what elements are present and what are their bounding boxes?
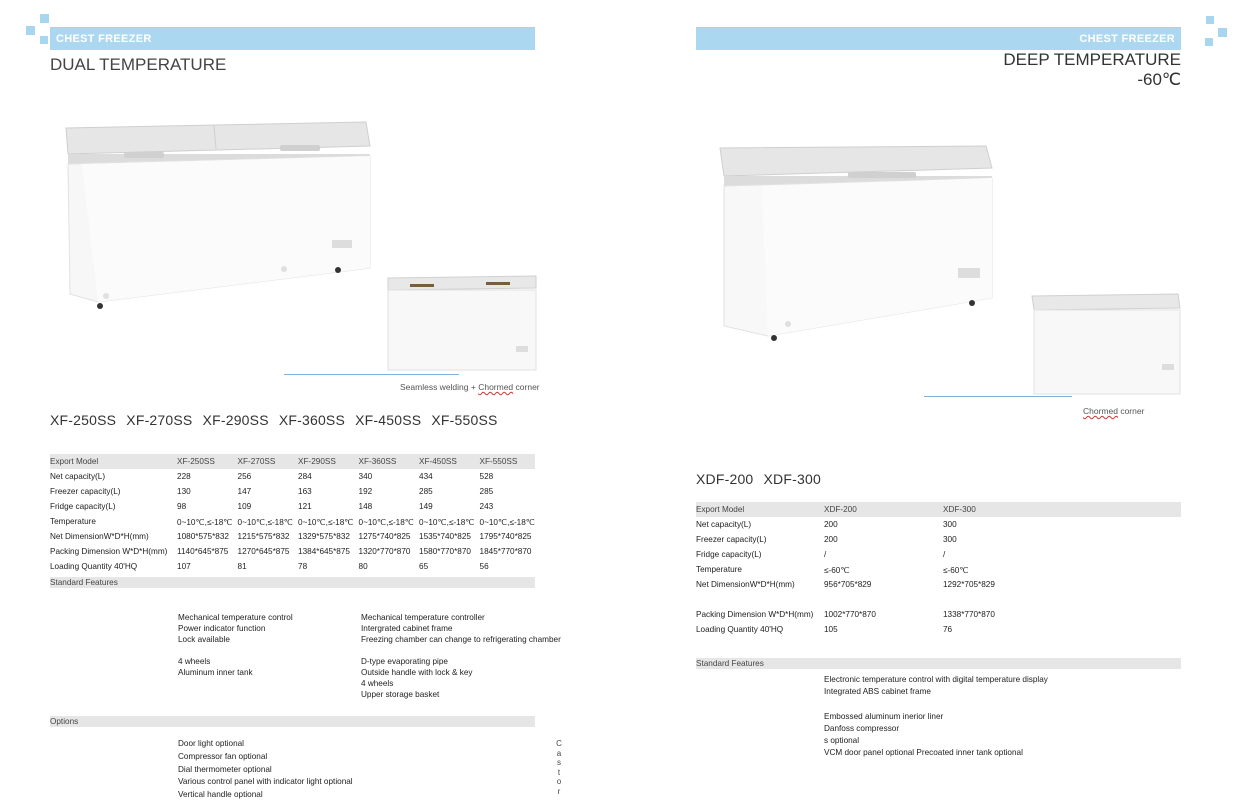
left-table-header-cell: XF-450SS <box>419 457 457 466</box>
feature-item: Danfoss compressor <box>824 723 900 733</box>
feature-item: Embossed aluminum inerior liner <box>824 711 944 721</box>
left-table-header-cell: Export Model <box>50 457 99 466</box>
right-table-cell: 956*705*829 <box>824 580 872 589</box>
left-spec-table <box>50 454 535 574</box>
right-table-cell: ≤-60℃ <box>824 565 850 575</box>
left-table-cell: 1275*740*825 <box>358 532 411 541</box>
vertical-castor-text <box>555 739 563 796</box>
left-table-cell: 528 <box>479 472 494 481</box>
right-table-cell: Net DimensionW*D*H(mm) <box>696 580 795 589</box>
feature-item: Integrated ABS cabinet frame <box>824 687 931 697</box>
right-table-row <box>696 532 1181 547</box>
feature-item: Mechanical temperature control <box>178 613 293 622</box>
left-table-row <box>50 499 535 514</box>
dual-freezer-small-image <box>386 270 538 374</box>
left-table-header-cell: XF-360SS <box>358 457 397 466</box>
corner-square-decoration <box>26 26 35 35</box>
right-table-row <box>696 547 1181 562</box>
left-table-cell: 1140*645*875 <box>177 547 229 556</box>
left-table-row <box>50 544 535 559</box>
right-table-cell: Net capacity(L) <box>696 520 752 529</box>
right-table-header-row <box>696 502 1181 517</box>
right-table-cell: 1002*770*870 <box>824 610 876 619</box>
feature-item: 4 wheels <box>178 657 211 666</box>
left-table-cell: 107 <box>177 562 191 571</box>
left-table-header-cell: XF-250SS <box>177 457 215 466</box>
right-table-row <box>696 592 1181 607</box>
right-table-cell: 300 <box>943 535 957 544</box>
left-table-cell: Loading Quantity 40'HQ <box>50 562 138 571</box>
feature-item: Mechanical temperature controller <box>361 613 485 622</box>
left-table-cell: 0~10℃,≤-18℃ <box>298 517 354 527</box>
feature-item: Freezing chamber can change to refrigerating chamber <box>361 635 561 644</box>
caption-rule <box>284 374 459 375</box>
left-table-cell: 65 <box>419 562 429 571</box>
left-table-cell: 1080*575*832 <box>177 532 229 541</box>
left-table-cell: 148 <box>358 502 373 511</box>
left-table-cell: 98 <box>177 502 187 511</box>
left-table-cell: 228 <box>177 472 191 481</box>
right-table-row <box>696 517 1181 532</box>
feature-item <box>824 698 1048 710</box>
option-item: Dial thermometer optional <box>178 764 272 774</box>
left-table-row <box>50 529 535 544</box>
left-header-label: CHEST FREEZER <box>56 33 152 45</box>
corner-square-decoration <box>40 14 49 23</box>
feature-item: Electronic temperature control with digital temperature display <box>824 675 1048 684</box>
right-table-cell: / <box>824 550 827 559</box>
feature-item: VCM door panel optional Precoated inner tank optional <box>824 748 1023 758</box>
deep-freezer-small-image <box>1030 292 1182 398</box>
vertical-letter: t <box>557 767 561 777</box>
right-table-cell: ≤-60℃ <box>943 565 969 575</box>
right-image-caption: Chormed corner <box>1083 406 1145 416</box>
option-item: Door light optional <box>178 739 244 748</box>
right-table-header-cell: Export Model <box>696 505 745 514</box>
left-table-cell: 147 <box>237 487 252 496</box>
corner-square-decoration <box>1205 38 1213 46</box>
option-item: Compressor fan optional <box>178 751 268 761</box>
left-table-cell: Fridge capacity(L) <box>50 502 116 511</box>
right-table-cell: 300 <box>943 520 957 529</box>
left-table-cell: 285 <box>479 487 494 496</box>
right-model-list: XDF-200 XDF-300 <box>696 471 821 487</box>
feature-item <box>361 645 561 656</box>
left-table-cell: 0~10℃,≤-18℃ <box>358 517 414 527</box>
feature-item: Outside handle with lock & key <box>361 668 473 677</box>
left-table-row <box>50 469 535 484</box>
right-table-cell: 105 <box>824 625 838 634</box>
left-table-row <box>50 514 535 529</box>
corner-square-decoration <box>1218 28 1227 37</box>
dual-freezer-image <box>62 118 374 313</box>
vertical-letter: C <box>556 739 562 748</box>
left-table-cell: 163 <box>298 487 312 496</box>
left-table-cell: 1535*740*825 <box>419 532 471 541</box>
left-table-cell: 0~10℃,≤-18℃ <box>237 517 293 527</box>
right-title <box>1003 50 1181 90</box>
right-title-line1: DEEP TEMPERATURE <box>1003 50 1181 69</box>
right-table-cell: 200 <box>824 520 838 529</box>
left-table-header-cell: XF-270SS <box>237 457 276 466</box>
left-table-cell: 109 <box>237 502 252 511</box>
right-table-cell <box>696 592 824 607</box>
right-table-cell: Fridge capacity(L) <box>696 550 762 559</box>
left-table-cell: 121 <box>298 502 312 511</box>
left-table-cell: Net capacity(L) <box>50 472 106 481</box>
right-table-cell: 76 <box>943 625 953 634</box>
right-table-cell: / <box>943 550 946 559</box>
left-table-cell: 284 <box>298 472 312 481</box>
left-table-cell: 1795*740*825 <box>479 532 532 541</box>
left-table-cell: 192 <box>358 487 373 496</box>
right-caption-rule <box>924 396 1072 397</box>
deep-freezer-image <box>718 140 996 344</box>
left-table-cell: Net DimensionW*D*H(mm) <box>50 532 149 541</box>
left-table-cell: 56 <box>479 562 489 571</box>
option-item: Vertical handle optional <box>178 790 263 800</box>
right-table-cell: Temperature <box>696 565 742 574</box>
right-table-header-cell: XDF-200 <box>824 505 857 514</box>
right-table-row <box>696 577 1181 592</box>
corner-square-decoration <box>40 36 48 44</box>
left-table-cell: 0~10℃,≤-18℃ <box>177 517 233 527</box>
feature-item: Aluminum inner tank <box>178 668 253 677</box>
left-features-col1 <box>178 612 293 678</box>
left-standard-features-heading: Standard Features <box>50 577 535 588</box>
right-table-row <box>696 562 1181 577</box>
left-table-cell: 81 <box>237 562 247 571</box>
corner-square-decoration <box>1206 16 1214 24</box>
right-title-line2: -60℃ <box>1137 70 1181 89</box>
left-table-cell: 1580*770*870 <box>419 547 471 556</box>
left-table-cell: 0~10℃,≤-18℃ <box>479 517 535 527</box>
feature-item <box>178 645 293 656</box>
right-standard-features-heading: Standard Features <box>696 658 1181 669</box>
right-table-cell <box>943 592 1181 607</box>
left-table-cell: Temperature <box>50 517 96 526</box>
left-image-caption: Seamless welding + Chormed corner <box>400 382 540 392</box>
feature-item: Intergrated cabinet frame <box>361 624 453 633</box>
left-title: DUAL TEMPERATURE <box>50 55 227 74</box>
right-table-cell: 1338*770*870 <box>943 610 995 619</box>
feature-item: s optional <box>824 736 860 746</box>
left-table-row <box>50 484 535 499</box>
left-table-cell: 434 <box>419 472 433 481</box>
left-table-cell: 149 <box>419 502 433 511</box>
left-table-cell: 1215*575*832 <box>237 532 290 541</box>
left-table-cell: 1384*645*875 <box>298 547 350 556</box>
left-table-cell: 1329*575*832 <box>298 532 350 541</box>
left-table-cell: 0~10℃,≤-18℃ <box>419 517 475 527</box>
right-header-bar <box>696 27 1181 50</box>
left-table-cell: Freezer capacity(L) <box>50 487 121 496</box>
left-table-cell: 80 <box>358 562 368 571</box>
left-table-cell: 1320*770*870 <box>358 547 411 556</box>
feature-item: Upper storage basket <box>361 690 440 699</box>
right-spec-table <box>696 502 1181 637</box>
left-table-cell: 340 <box>358 472 373 481</box>
vertical-letter: a <box>556 748 562 758</box>
right-table-cell <box>824 592 943 607</box>
left-table-cell: Packing Dimension W*D*H(mm) <box>50 547 168 556</box>
vertical-letter: s <box>557 758 561 767</box>
right-table-header-cell: XDF-300 <box>943 505 976 514</box>
right-table-row <box>696 622 1181 637</box>
right-table-cell: 200 <box>824 535 838 544</box>
left-model-list: XF-250SS XF-270SS XF-290SS XF-360SS XF-450SS XF-550SS <box>50 412 498 428</box>
feature-item: D-type evaporating pipe <box>361 657 448 666</box>
left-table-cell: 130 <box>177 487 191 496</box>
left-options-heading: Options <box>50 716 535 727</box>
left-table-cell: 256 <box>237 472 252 481</box>
right-table-cell: 1292*705*829 <box>943 580 995 589</box>
left-table-cell: 78 <box>298 562 308 571</box>
left-header-bar <box>50 27 535 50</box>
left-table-cell: 243 <box>479 502 494 511</box>
left-table-cell: 1270*645*875 <box>237 547 290 556</box>
left-table-cell: 285 <box>419 487 433 496</box>
left-table-header-cell: XF-290SS <box>298 457 336 466</box>
feature-item: Lock available <box>178 635 230 644</box>
feature-item: Power indicator function <box>178 624 266 633</box>
left-table-cell: 1845*770*870 <box>479 547 532 556</box>
right-features-list <box>824 674 1048 759</box>
feature-item: 4 wheels <box>361 679 394 688</box>
vertical-letter: o <box>556 777 562 786</box>
right-table-cell: Freezer capacity(L) <box>696 535 767 544</box>
left-features-col2 <box>361 612 561 700</box>
right-table-row <box>696 607 1181 622</box>
option-item: Various control panel with indicator light optional <box>178 777 353 787</box>
left-options-list <box>178 738 353 802</box>
vertical-letter: r <box>557 786 561 796</box>
right-table-cell: Packing Dimension W*D*H(mm) <box>696 610 814 619</box>
right-header-label: CHEST FREEZER <box>1079 33 1175 45</box>
right-table-cell: Loading Quantity 40'HQ <box>696 625 784 634</box>
left-table-header-row <box>50 454 535 469</box>
left-table-header-cell: XF-550SS <box>479 457 518 466</box>
left-table-row <box>50 559 535 574</box>
